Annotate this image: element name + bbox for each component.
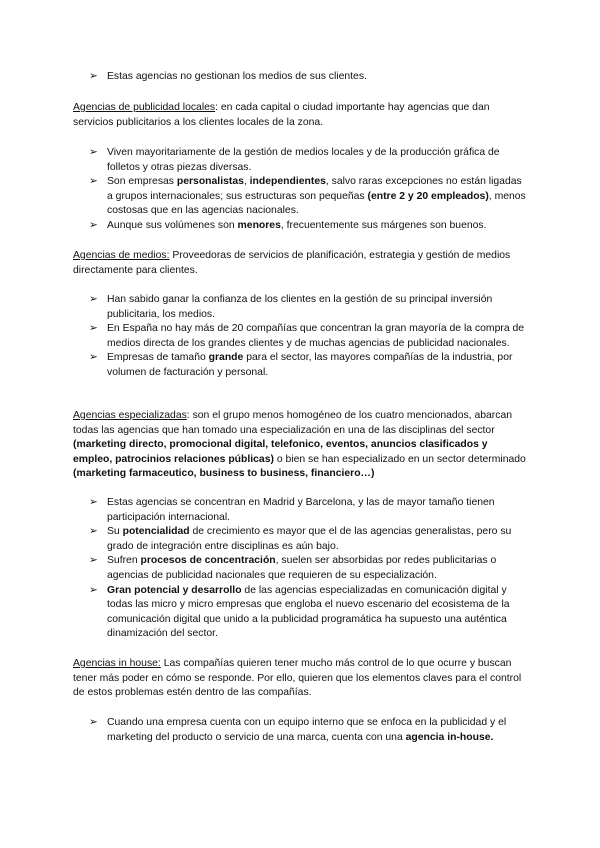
bold-text: (marketing directo, promocional digital, telefonico, eventos, anuncios clasificados y empleo, patrocinios relaciones públicas)	[73, 439, 488, 465]
section-body: Proveedoras de servicios de planificación, estrategia y gestión de medios directamente para clientes.	[73, 250, 511, 276]
text-run: En España no hay más de 20 compañías que concentran la gran mayoría de la compra de medios directa de los grandes clientes y de muchas agencias de publicidad nacionales.	[107, 323, 525, 349]
text-run: Estas agencias se concentran en Madrid y Barcelona, y las de mayor tamaño tienen participación internacional.	[107, 497, 495, 523]
bullet-item	[89, 525, 529, 554]
text-run: Sufren	[107, 555, 141, 567]
text-run: Viven mayoritariamente de la gestión de medios locales y de la producción gráfica de folletos y otras piezas diversas.	[107, 147, 500, 173]
bullet-list-in-house	[89, 716, 529, 745]
text-run: : son el grupo menos homogéneo de los cuatro mencionados, abarcan todas las agencias que han tomado una especialización en una de las disciplinas del sector	[73, 410, 513, 436]
text-run: Cuando una empresa cuenta con un equipo interno que se enfoca en la publicidad y el marketing del producto o servicio de una marca, cuenta con una	[107, 717, 507, 743]
section-body: Las compañías quieren tener mucho más control de lo que ocurre y buscan tener más poder en cómo se responde. Por ello, quieren que los elementos claves para el control de estos problemas estén dentro de las compañías.	[73, 658, 522, 699]
arrow-bullet-icon: ➢	[89, 497, 98, 508]
paragraph-agencias-medios	[73, 249, 528, 278]
bullet-item	[89, 584, 529, 642]
text-run: Son empresas	[107, 176, 177, 188]
text-run: , suelen ser absorbidas por redes publicitarias o agencias de publicidad nacionales que requieren de su especialización.	[107, 555, 497, 581]
text-run: de crecimiento es mayor que el de las agencias generalistas, pero su grado de integración entre disciplinas es aún bajo.	[107, 526, 512, 552]
bold-text: independientes	[249, 176, 326, 188]
bold-text: Gran potencial y desarrollo	[107, 584, 242, 596]
text-run: para el sector, las mayores compañías de la industria, por volumen de facturación y personal.	[107, 352, 513, 378]
arrow-bullet-icon: ➢	[89, 717, 98, 728]
bold-text: agencia in-house.	[405, 731, 494, 743]
arrow-bullet-icon: ➢	[89, 71, 98, 82]
bullet-item	[89, 351, 529, 380]
text-run: , salvo raras excepciones no están ligadas a grupos internacionales; sus estructuras son pequeñas	[107, 176, 522, 202]
bullet-item	[89, 496, 529, 525]
arrow-bullet-icon: ➢	[89, 294, 98, 305]
section-heading: Agencias de publicidad locales	[73, 102, 216, 113]
bold-text: menores	[237, 219, 281, 231]
text-run: , menos costosas que en las agencias nacionales.	[107, 190, 526, 217]
bullet-item	[89, 322, 529, 351]
text-run: o bien se han especializado en un sector determinado	[273, 453, 526, 465]
bullet-item	[89, 70, 529, 85]
arrow-bullet-icon: ➢	[89, 176, 98, 188]
arrow-bullet-icon: ➢	[89, 323, 98, 335]
bold-text: potencialidad	[122, 526, 190, 538]
arrow-bullet-icon: ➢	[89, 147, 98, 158]
paragraph-agencias-locales	[73, 101, 528, 130]
arrow-bullet-icon: ➢	[89, 219, 98, 231]
bullet-list-intro	[89, 70, 529, 85]
bold-text: (entre 2 y 20 empleados)	[367, 190, 489, 202]
text-run: Empresas de tamaño	[107, 352, 209, 364]
bold-text: grande	[208, 352, 244, 364]
bullet-list-locales	[89, 146, 529, 234]
text-run: , frecuentemente sus márgenes son buenos.	[280, 219, 487, 231]
arrow-bullet-icon: ➢	[89, 352, 98, 364]
bold-text: (marketing farmaceutico, business to business, financiero…)	[73, 468, 375, 480]
text-run: Su	[107, 526, 123, 538]
section-body: : en cada capital o ciudad importante hay agencias que dan servicios publicitarios a los clientes locales de la zona.	[73, 102, 490, 128]
section-heading: Agencias de medios:	[73, 250, 170, 261]
text-run: Han sabido ganar la confianza de los clientes en la gestión de su principal inversión publicitaria, los medios.	[107, 294, 493, 320]
bullet-item	[89, 716, 529, 745]
text-run: de las agencias especializadas en comunicación digital y todas las micro y micro empresas que engloba el nuevo escenario del ecosistema de la comunicación digital que unido a la publicidad programática ha supuesto una auténtica dinamización del sector.	[107, 584, 510, 640]
bullet-list-medios	[89, 293, 529, 381]
paragraph-agencias-in-house	[73, 657, 528, 701]
text-run: Aunque sus volúmenes son	[107, 219, 238, 231]
bullet-item	[89, 146, 529, 175]
text-run: Estas agencias no gestionan los medios de sus clientes.	[107, 71, 367, 82]
bullet-item	[89, 175, 529, 219]
section-heading: Agencias especializadas	[73, 410, 187, 421]
section-heading: Agencias in house:	[73, 658, 161, 669]
bullet-item	[89, 293, 529, 322]
bullet-item	[89, 554, 529, 583]
bullet-item	[89, 219, 529, 234]
arrow-bullet-icon: ➢	[89, 555, 98, 567]
paragraph-agencias-especializadas	[73, 409, 528, 482]
bold-text: procesos de concentración	[140, 555, 276, 567]
arrow-bullet-icon: ➢	[89, 584, 98, 596]
arrow-bullet-icon: ➢	[89, 526, 98, 538]
text-run: ,	[243, 176, 250, 188]
bullet-list-especializadas	[89, 496, 529, 642]
bold-text: personalistas	[176, 176, 244, 188]
